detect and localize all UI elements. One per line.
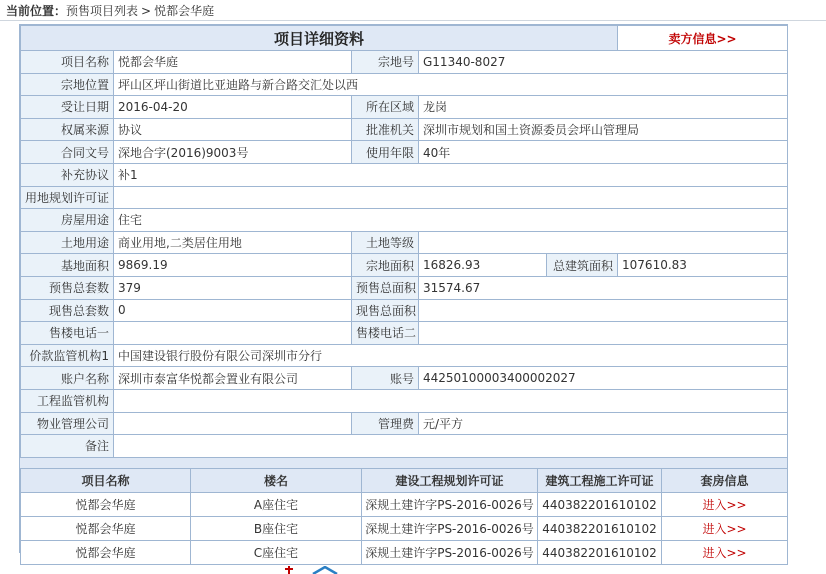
land-grade-label: 土地等级 bbox=[352, 231, 419, 254]
land-use-label: 土地用途 bbox=[21, 231, 114, 254]
column-header-construction-permit: 建筑工程施工许可证 bbox=[538, 469, 662, 493]
supplementary-label: 补充协议 bbox=[21, 163, 114, 186]
column-header-building: 楼名 bbox=[191, 469, 362, 493]
price-supervisor-label: 价款监管机构1 bbox=[21, 344, 114, 367]
supplementary-value: 补1 bbox=[114, 163, 788, 186]
land-planning-permit-value bbox=[114, 186, 788, 209]
management-fee-value: 元/平方 bbox=[419, 412, 788, 435]
ownership-source-label: 权属来源 bbox=[21, 118, 114, 141]
remarks-label: 备注 bbox=[21, 435, 114, 458]
account-name-label: 账户名称 bbox=[21, 367, 114, 390]
planning-permit-cell: 深规土建许字PS-2016-0026号 bbox=[362, 517, 538, 541]
enter-link[interactable]: 进入>> bbox=[662, 541, 788, 565]
presale-total-area-value: 31574.67 bbox=[419, 276, 788, 299]
use-years-value: 40年 bbox=[419, 141, 788, 164]
total-build-area-value: 107610.83 bbox=[618, 254, 788, 277]
sales-phone1-label: 售楼电话一 bbox=[21, 322, 114, 345]
project-cell: 悦都会华庭 bbox=[21, 541, 191, 565]
column-header-project: 项目名称 bbox=[21, 469, 191, 493]
parcel-area-value: 16826.93 bbox=[419, 254, 547, 277]
divider bbox=[0, 20, 826, 21]
parcel-area-label: 宗地面积 bbox=[352, 254, 419, 277]
sales-phone2-label: 售楼电话二 bbox=[352, 322, 419, 345]
project-detail-panel bbox=[19, 24, 788, 560]
enter-link[interactable]: 进入>> bbox=[662, 517, 788, 541]
seller-info-link[interactable]: 卖方信息>> bbox=[668, 31, 737, 46]
parcel-location-value: 坪山区坪山街道比亚迪路与新合路交汇处以西 bbox=[114, 73, 788, 96]
sale-total-area-label: 现售总面积 bbox=[352, 299, 419, 322]
contract-no-value: 深地合字(2016)9003号 bbox=[114, 141, 352, 164]
parcel-location-label: 宗地位置 bbox=[21, 73, 114, 96]
house-use-value: 住宅 bbox=[114, 209, 788, 232]
table-row bbox=[21, 517, 788, 541]
column-header-unit-info: 套房信息 bbox=[662, 469, 788, 493]
parcel-no-label: 宗地号 bbox=[352, 51, 419, 74]
breadcrumb bbox=[6, 3, 214, 19]
approval-authority-label: 批准机关 bbox=[352, 118, 419, 141]
sales-phone1-value bbox=[114, 322, 352, 345]
presale-total-units-label: 预售总套数 bbox=[21, 276, 114, 299]
building-cell: A座住宅 bbox=[191, 493, 362, 517]
land-grade-value bbox=[419, 231, 788, 254]
project-detail-table bbox=[20, 25, 788, 458]
use-years-label: 使用年限 bbox=[352, 141, 419, 164]
project-name-value: 悦都会华庭 bbox=[114, 51, 352, 74]
presale-total-units-value: 379 bbox=[114, 276, 352, 299]
management-fee-label: 管理费 bbox=[352, 412, 419, 435]
sale-total-area-value bbox=[419, 299, 788, 322]
construction-permit-cell: 440382201610102 bbox=[538, 493, 662, 517]
building-cell: C座住宅 bbox=[191, 541, 362, 565]
construction-permit-cell: 440382201610102 bbox=[538, 541, 662, 565]
seller-info-cell bbox=[618, 26, 788, 51]
parcel-no-value: G11340-8027 bbox=[419, 51, 788, 74]
total-build-area-label: 总建筑面积 bbox=[547, 254, 618, 277]
land-planning-permit-label: 用地规划许可证 bbox=[21, 186, 114, 209]
accept-date-value: 2016-04-20 bbox=[114, 96, 352, 119]
page-title: 项目详细资料 bbox=[21, 26, 618, 51]
accept-date-label: 受让日期 bbox=[21, 96, 114, 119]
planning-permit-cell: 深规土建许字PS-2016-0026号 bbox=[362, 541, 538, 565]
column-header-planning-permit: 建设工程规划许可证 bbox=[362, 469, 538, 493]
approval-authority-value: 深圳市规划和国土资源委员会坪山管理局 bbox=[419, 118, 788, 141]
account-name-value: 深圳市泰富华悦都会置业有限公司 bbox=[114, 367, 352, 390]
table-row bbox=[21, 541, 788, 565]
house-use-label: 房屋用途 bbox=[21, 209, 114, 232]
planning-permit-cell: 深规土建许字PS-2016-0026号 bbox=[362, 493, 538, 517]
project-cell: 悦都会华庭 bbox=[21, 517, 191, 541]
partial-logo-icon bbox=[285, 566, 345, 574]
sales-phone2-value bbox=[419, 322, 788, 345]
property-company-label: 物业管理公司 bbox=[21, 412, 114, 435]
property-company-value bbox=[114, 412, 352, 435]
remarks-value bbox=[114, 435, 788, 458]
project-name-label: 项目名称 bbox=[21, 51, 114, 74]
ownership-source-value: 协议 bbox=[114, 118, 352, 141]
engineering-supervisor-value bbox=[114, 389, 788, 412]
sale-total-units-value: 0 bbox=[114, 299, 352, 322]
account-no-value: 44250100003400002027 bbox=[419, 367, 788, 390]
building-cell: B座住宅 bbox=[191, 517, 362, 541]
construction-permit-cell: 440382201610102 bbox=[538, 517, 662, 541]
breadcrumb-prefix: 当前位置： bbox=[6, 4, 67, 18]
district-label: 所在区域 bbox=[352, 96, 419, 119]
breadcrumb-current: 悦都会华庭 bbox=[154, 4, 215, 18]
engineering-supervisor-label: 工程监管机构 bbox=[21, 389, 114, 412]
breadcrumb-separator: > bbox=[141, 4, 152, 18]
base-area-value: 9869.19 bbox=[114, 254, 352, 277]
account-no-label: 账号 bbox=[352, 367, 419, 390]
price-supervisor-value: 中国建设银行股份有限公司深圳市分行 bbox=[114, 344, 788, 367]
table-row bbox=[21, 493, 788, 517]
enter-link[interactable]: 进入>> bbox=[662, 493, 788, 517]
land-use-value: 商业用地,二类居住用地 bbox=[114, 231, 352, 254]
building-table bbox=[20, 468, 788, 565]
presale-total-area-label: 预售总面积 bbox=[352, 276, 419, 299]
district-value: 龙岗 bbox=[419, 96, 788, 119]
project-cell: 悦都会华庭 bbox=[21, 493, 191, 517]
sale-total-units-label: 现售总套数 bbox=[21, 299, 114, 322]
breadcrumb-link-presale-list[interactable]: 预售项目列表 bbox=[66, 4, 139, 18]
contract-no-label: 合同文号 bbox=[21, 141, 114, 164]
base-area-label: 基地面积 bbox=[21, 254, 114, 277]
